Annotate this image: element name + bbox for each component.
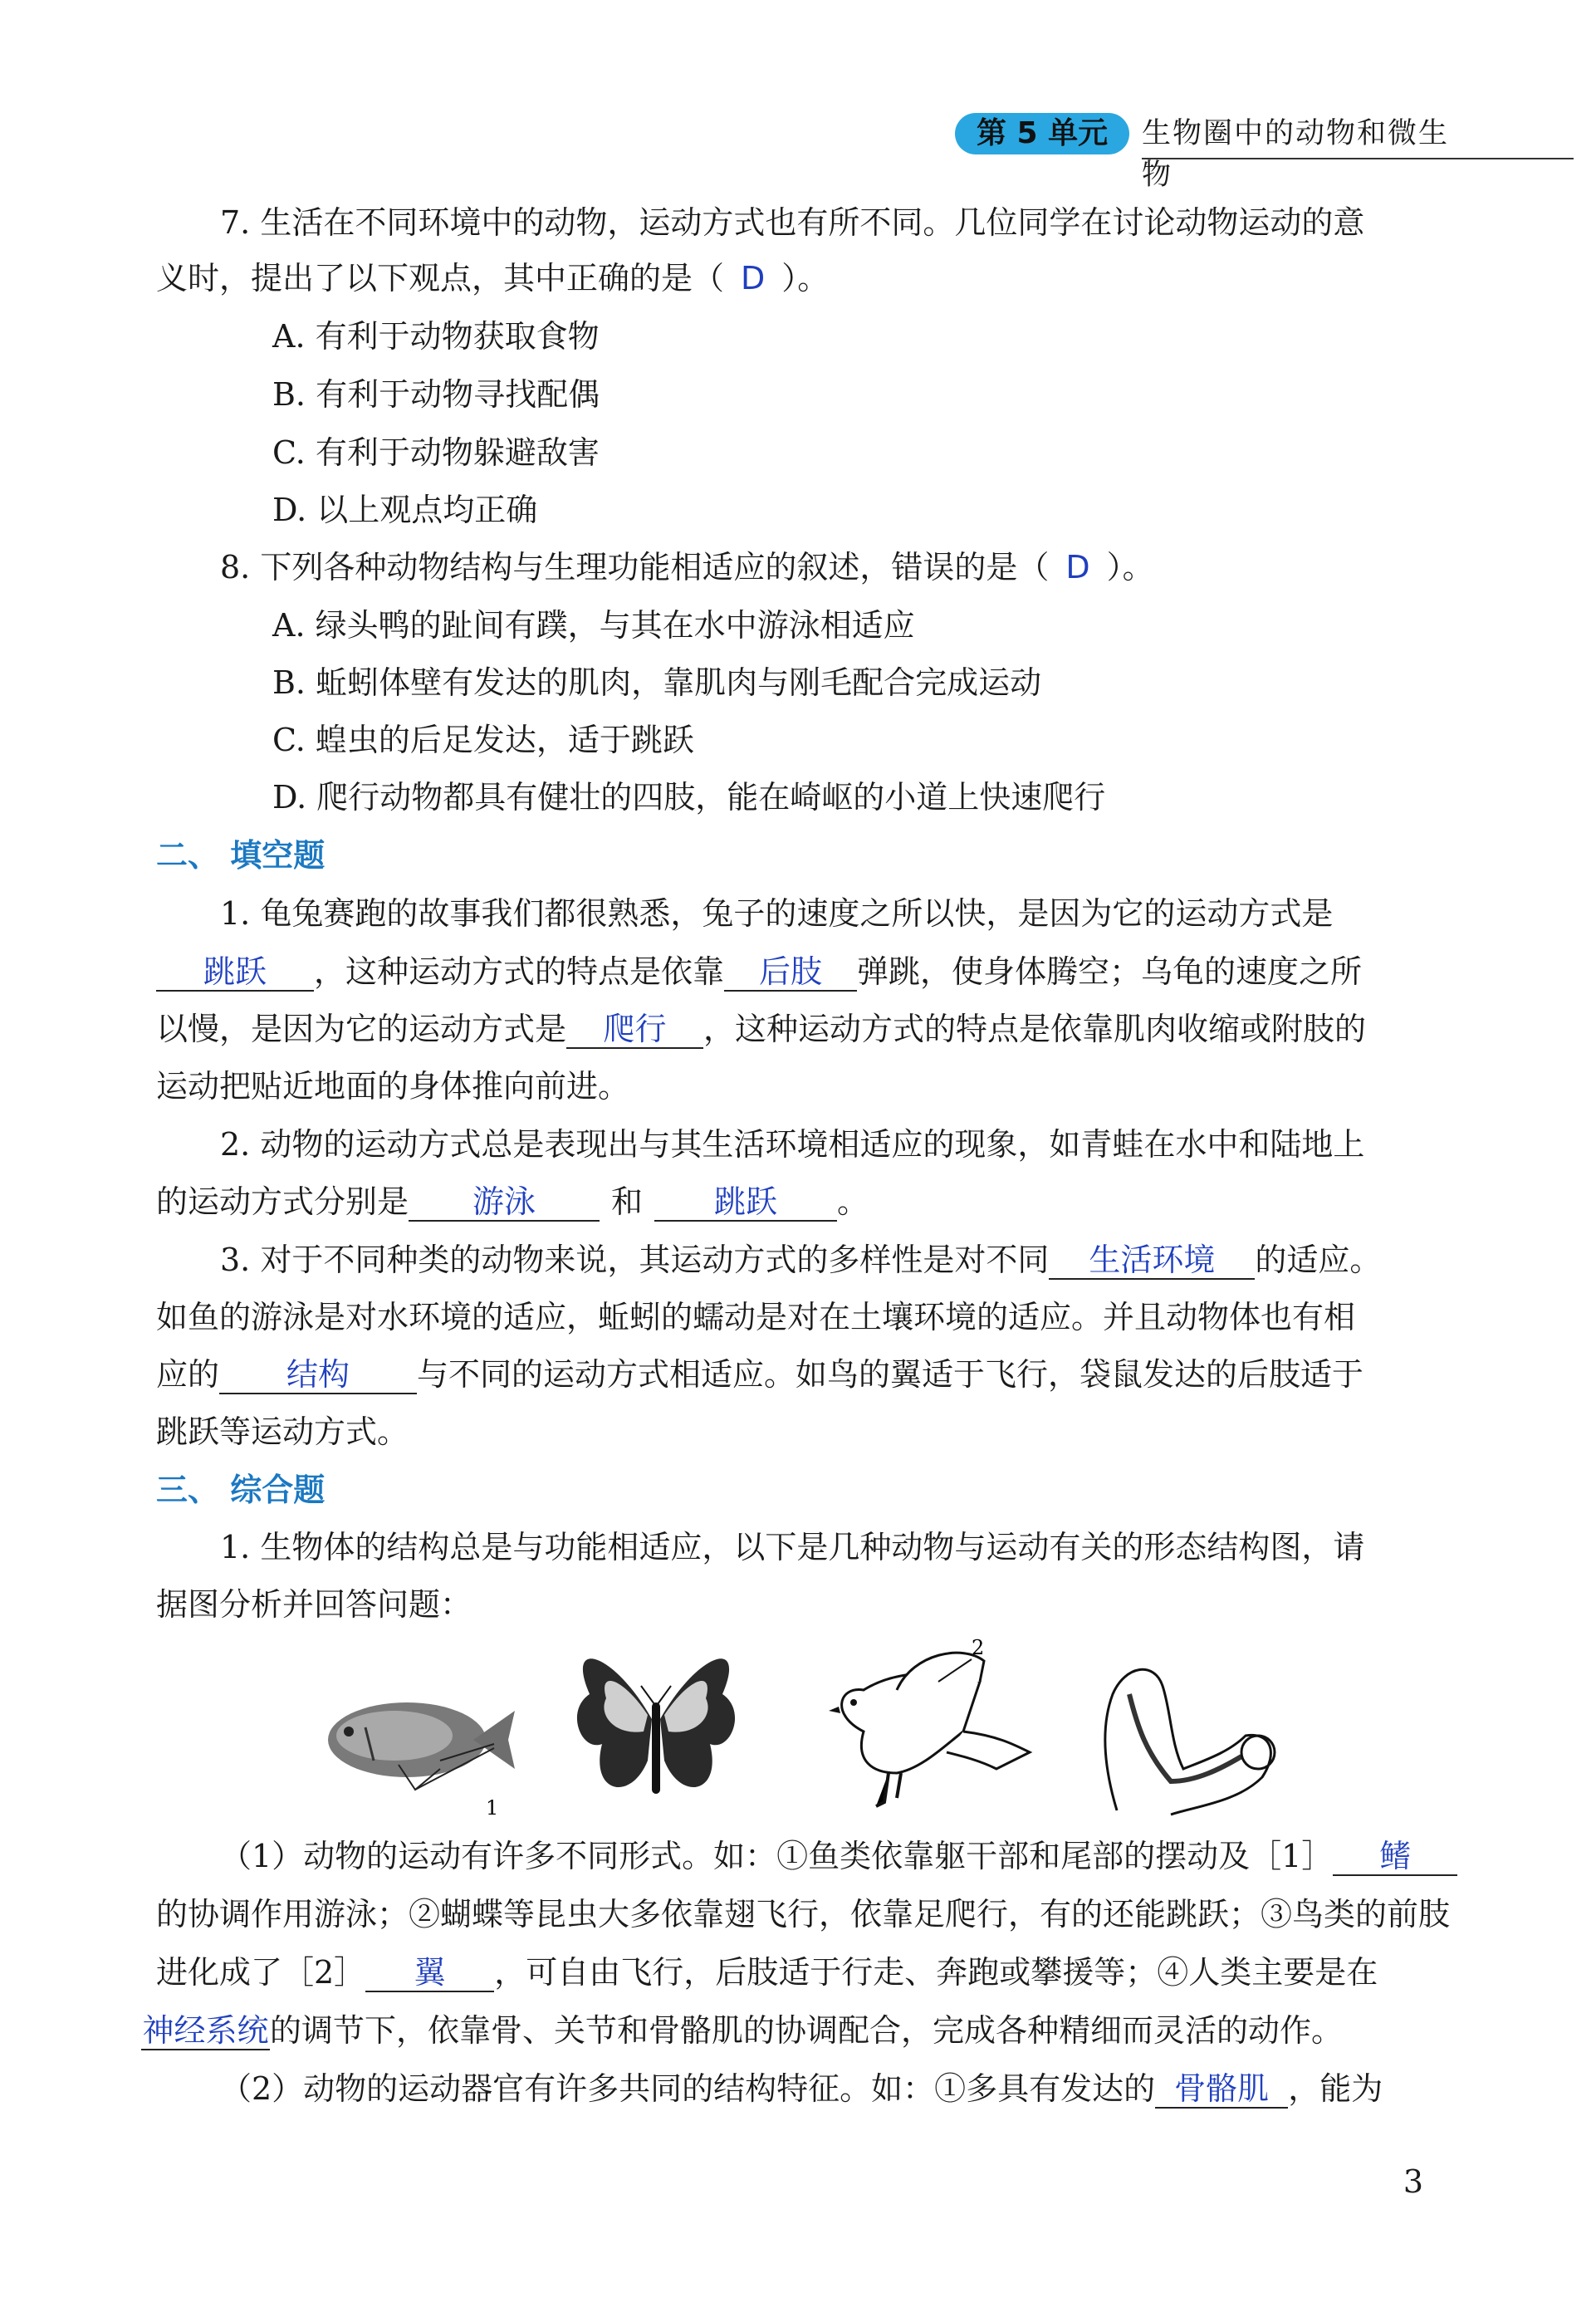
- q7-option-d: D. 以上观点均正确: [272, 492, 538, 528]
- f3-line3-end: 与不同的运动方式相适应。如鸟的翼适于飞行，袋鼠发达的后肢适于: [417, 1356, 1364, 1393]
- c1-1-line3-text: 进化成了［2］: [156, 1954, 366, 1991]
- q8-line-end: ）。: [1106, 549, 1154, 585]
- q7-option-a: A. 有利于动物获取食物: [272, 318, 600, 355]
- q7-line1: 7. 生活在不同环境中的动物，运动方式也有所不同。几位同学在讨论动物运动的意: [220, 204, 1365, 241]
- c1-line2: 据图分析并回答问题：: [156, 1586, 472, 1623]
- c1-1-answer1: 鳍: [1333, 1838, 1457, 1876]
- f1-line2: [156, 951, 1362, 992]
- c1-2-line1-end: ，能为: [1288, 2070, 1383, 2107]
- f1-answer2: 后肢: [724, 953, 857, 992]
- fig-label-2: 2: [972, 1636, 985, 1659]
- unit-title: 生物圈中的动物和微生物: [1142, 117, 1450, 192]
- c1-2-line1-text: （2）动物的运动器官有许多共同的结构特征。如：①多具有发达的: [220, 2070, 1156, 2107]
- unit-badge: 第 5 单元: [955, 113, 1129, 154]
- f3-line1-text: 3. 对于不同种类的动物来说，其运动方式的多样性是对不同: [220, 1242, 1050, 1278]
- f3-line3: [156, 1354, 1363, 1395]
- f1-line3-text: 以慢，是因为它的运动方式是: [156, 1011, 567, 1047]
- q7-answer: D: [741, 260, 766, 296]
- animal-structure-figure: [316, 1636, 1295, 1827]
- f1-line1: 1. 龟兔赛跑的故事我们都很熟悉，兔子的速度之所以快，是因为它的运动方式是: [220, 895, 1334, 932]
- c1-1-line4-text: 的调节下，依靠骨、关节和骨骼肌的协调配合，完成各种精细而灵活的动作。: [270, 2012, 1344, 2049]
- q8-option-c: C. 蝗虫的后足发达，适于跳跃: [272, 722, 694, 758]
- c1-1-line2: 的协调作用游泳；②蝴蝶等昆虫大多依靠翅飞行，依靠足爬行，有的还能跳跃；③鸟类的前肢: [156, 1896, 1451, 1932]
- f1-line3: [156, 1008, 1366, 1050]
- q7-option-b: B. 有利于动物寻找配偶: [272, 376, 600, 413]
- q8-line-text: 8. 下列各种动物结构与生理功能相适应的叙述，错误的是（: [220, 549, 1050, 585]
- page-header: [955, 110, 1453, 192]
- f2-answer2: 跳跃: [654, 1183, 837, 1222]
- butterfly-illustration: [577, 1658, 735, 1794]
- c1-1-line1: [220, 1835, 1457, 1877]
- q8-answer: D: [1065, 549, 1090, 585]
- f1-line2-end: 弹跳，使身体腾空；乌龟的速度之所: [857, 953, 1363, 990]
- f1-line2-text: ，这种运动方式的特点是依靠: [314, 953, 725, 990]
- f3-line3-text: 应的: [156, 1356, 220, 1393]
- q8-option-b: B. 蚯蚓体壁有发达的肌肉，靠肌肉与刚毛配合完成运动: [272, 664, 1042, 701]
- c1-1-line3-end: ，可自由飞行，后肢适于行走、奔跑或攀援等；④人类主要是在: [494, 1954, 1378, 1991]
- f3-answer1: 生活环境: [1049, 1242, 1255, 1280]
- fig-label-1: 1: [486, 1796, 499, 1820]
- section-comprehensive-title: 三、 综合题: [156, 1472, 326, 1508]
- f3-line1: [220, 1239, 1381, 1281]
- f2-answer1: 游泳: [409, 1183, 600, 1222]
- c1-1-line4: [141, 2010, 1343, 2051]
- c1-1-line1-text: （1）动物的运动有许多不同形式。如：①鱼类依靠躯干部和尾部的摆动及［1］: [220, 1838, 1334, 1874]
- f2-line2-text: 的运动方式分别是: [156, 1183, 409, 1220]
- f2-line2-end: 。: [837, 1183, 869, 1220]
- header-underline: [1142, 158, 1574, 159]
- f3-line2: 如鱼的游泳是对水环境的适应，蚯蚓的蠕动是对在土壤环境的适应。并且动物体也有相: [156, 1299, 1356, 1335]
- c1-1-line3: [156, 1952, 1378, 1993]
- f3-answer2: 结构: [219, 1356, 417, 1394]
- page-number: 3: [1403, 2163, 1423, 2200]
- q7-option-c: C. 有利于动物躲避敌害: [272, 434, 600, 471]
- c1-1-answer3: 神经系统: [142, 2012, 269, 2049]
- c1-2-line1: [220, 2068, 1383, 2109]
- q7-line2-end: ）。: [781, 260, 830, 296]
- q7-line2-text: 义时，提出了以下观点，其中正确的是（: [156, 260, 725, 296]
- q8-option-a: A. 绿头鸭的趾间有蹼，与其在水中游泳相适应: [272, 607, 915, 644]
- f2-line2: [156, 1181, 869, 1222]
- f1-line3-end: ，这种运动方式的特点是依靠肌肉收缩或附肢的: [703, 1011, 1367, 1047]
- c1-1-answer2: 翼: [365, 1954, 494, 1992]
- bird-illustration: [829, 1653, 1030, 1806]
- f3-line4: 跳跃等运动方式。: [156, 1413, 409, 1450]
- f1-answer1: 跳跃: [156, 953, 314, 992]
- f2-and: 和: [611, 1183, 644, 1220]
- q8-line: [220, 546, 1154, 588]
- human-arm-illustration: [1105, 1669, 1275, 1815]
- f1-line4: 运动把贴近地面的身体推向前进。: [156, 1068, 630, 1105]
- f3-line1-end: 的适应。: [1255, 1242, 1382, 1278]
- c1-2-answer1: 骨骼肌: [1155, 2070, 1288, 2109]
- q7-line2: [156, 257, 829, 299]
- f1-answer3: 爬行: [566, 1011, 703, 1049]
- f2-line1: 2. 动物的运动方式总是表现出与其生活环境相适应的现象，如青蛙在水中和陆地上: [220, 1126, 1365, 1163]
- section-fill-in-title: 二、 填空题: [156, 837, 326, 874]
- fish-illustration: [328, 1702, 515, 1790]
- c1-line1: 1. 生物体的结构总是与功能相适应，以下是几种动物与运动有关的形态结构图，请: [220, 1529, 1365, 1565]
- q8-option-d: D. 爬行动物都具有健壮的四肢，能在崎岖的小道上快速爬行: [272, 779, 1106, 816]
